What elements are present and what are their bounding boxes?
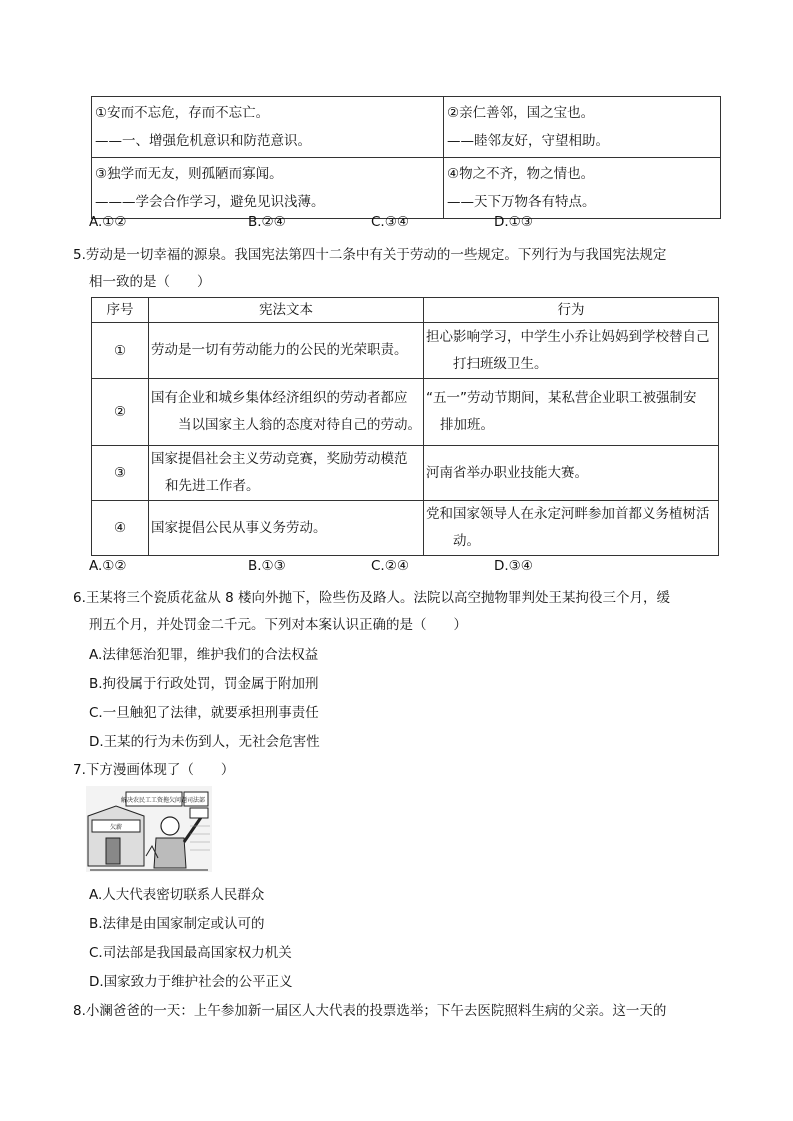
behavior-text [424,446,719,501]
q5-option-b[interactable]: B.①③ [248,558,286,574]
table-row [92,158,721,219]
cell-line: 国家提倡公民从事义务劳动。 [151,519,327,536]
row-number: ③ [92,446,149,501]
q4-option-d[interactable]: D.①③ [494,214,533,230]
cell-line: 动。 [453,533,480,549]
table-row [92,323,719,379]
cell-line: 打扫班级卫生。 [453,355,548,372]
cell-line: ——睦邻友好，守望相助。 [447,133,609,149]
q5-stem-line2: 相一致的是（ ） [89,274,211,290]
cartoon-sign-ministry: 司法部 [186,797,206,804]
header-constitution: 宪法文本 [149,298,424,323]
q7-option-c[interactable]: C.司法部是我国最高国家权力机关 [89,945,292,961]
table-cell [444,97,721,158]
q7-option-b[interactable]: B.法律是由国家制定或认可的 [89,916,265,932]
table-cell [92,97,444,158]
q4-option-b[interactable]: B.②④ [248,214,286,230]
table-header-row [92,298,719,323]
cell-line: 当以国家主人翁的态度对待自己的劳动。 [178,417,421,433]
table-row [92,379,719,446]
q6-option-c[interactable]: C.一旦触犯了法律，就要承担刑事责任 [89,705,319,721]
q6-option-d[interactable]: D.王某的行为未伤到人，无社会危害性 [89,734,320,750]
cell-line: 和先进工作者。 [165,478,260,494]
row-number: ① [92,323,149,379]
cell-line: ——一、增强危机意识和防范意识。 [95,133,311,149]
q5-stem-line1: 5.劳动是一切幸福的源泉。我国宪法第四十二条中有关于劳动的一些规定。下列行为与我国宪法规定 [73,247,667,263]
q7-option-a[interactable]: A.人大代表密切联系人民群众 [89,887,265,903]
cell-line: 劳动是一切有劳动能力的公民的光荣职责。 [151,342,408,358]
cartoon-illustration [86,786,212,872]
cell-line: ③独学而无友，则孤陋而寡闻。 [95,166,283,182]
cell-line: ———学会合作学习，避免见识浅薄。 [95,194,325,210]
table-row [92,446,719,501]
behavior-text [424,379,719,446]
table-row [92,501,719,556]
cell-line: ②亲仁善邻，国之宝也。 [447,105,595,121]
table-cell [444,158,721,219]
q4-table [91,96,721,219]
q6-stem-line1: 6.王某将三个瓷质花盆从 8 楼向外抛下，险些伤及路人。法院以高空抛物罪判处王某拘役三个月，缓 [73,590,671,606]
q5-option-a[interactable]: A.①② [89,558,127,574]
q5-option-c[interactable]: C.②④ [371,558,409,574]
constitution-text [149,323,424,379]
constitution-text [149,446,424,501]
cell-line: ——天下万物各有特点。 [447,194,596,210]
cell-line: ①安而不忘危，存而不忘亡。 [95,105,270,121]
header-number: 序号 [92,298,149,323]
cell-line: 国家提倡社会主义劳动竞赛，奖励劳动模范 [151,451,408,467]
cell-line: 国有企业和城乡集体经济组织的劳动者都应 [151,390,408,406]
table-cell [92,158,444,219]
cartoon-sign-wages: 欠薪 [109,824,123,831]
q5-option-d[interactable]: D.③④ [494,558,533,574]
cell-line: ④物之不齐，物之情也。 [447,166,595,182]
behavior-text [424,323,719,379]
q4-option-c[interactable]: C.③④ [371,214,409,230]
header-behavior: 行为 [424,298,719,323]
q8-stem-line1: 8.小澜爸爸的一天：上午参加新一届区人大代表的投票选举；下午去医院照料生病的父亲。这一天的 [73,1003,667,1019]
cell-line: 河南省举办职业技能大赛。 [426,464,588,481]
cell-line: 党和国家领导人在永定河畔参加首都义务植树活 [426,506,710,522]
q4-option-a[interactable]: A.①② [89,214,127,230]
q5-table [91,297,719,556]
cell-line: 排加班。 [440,417,494,433]
behavior-text [424,501,719,556]
cartoon-image [86,786,212,872]
q6-stem-line2: 刑五个月，并处罚金二千元。下列对本案认识正确的是（ ） [89,617,467,633]
row-number: ② [92,379,149,446]
cell-line: “五一”劳动节期间，某私营企业职工被强制安 [426,390,697,406]
cell-line: 担心影响学习，中学生小乔让妈妈到学校替自己 [426,328,710,345]
q7-option-d[interactable]: D.国家致力于维护社会的公平正义 [89,974,293,990]
q7-stem: 7.下方漫画体现了（ ） [73,762,235,778]
row-number: ④ [92,501,149,556]
table-row [92,97,721,158]
q6-option-b[interactable]: B.拘役属于行政处罚，罚金属于附加刑 [89,676,319,692]
constitution-text [149,379,424,446]
q6-option-a[interactable]: A.法律惩治犯罪，维护我们的合法权益 [89,647,319,663]
cartoon-sign-banner: 解决农民工工资拖欠问题 [120,797,188,804]
constitution-text [149,501,424,556]
